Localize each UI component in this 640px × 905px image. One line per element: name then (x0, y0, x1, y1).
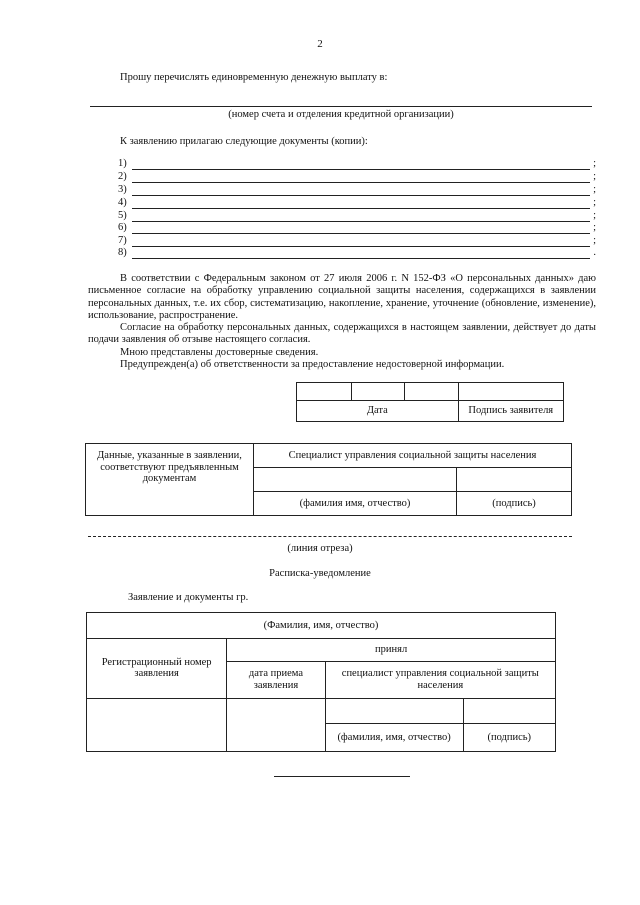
receipt-table (86, 612, 556, 752)
document-line-end: ; (593, 210, 596, 221)
verification-statement: Данные, указанные в заявлении, соответствуют предъявленным документам (86, 444, 254, 516)
document-line-number: 5) (118, 210, 127, 221)
date-year-cell[interactable] (405, 383, 458, 401)
document-line-end: . (593, 247, 596, 258)
receipt-title: Расписка-уведомление (269, 568, 371, 579)
document-line[interactable] (118, 158, 596, 171)
specialist-header: Специалист управления социальной защиты населения (254, 444, 572, 468)
specialist-signature-label: (подпись) (457, 492, 572, 516)
responsibility-warning: Предупрежден(а) об ответственности за предоставление недостоверной информации. (120, 359, 505, 371)
document-line-number: 6) (118, 222, 127, 233)
consent-validity-paragraph: Согласие на обработку персональных данных, содержащихся в настоящем заявлении, действует до даты подачи заявления об отзыве настоящего согласия. (88, 322, 596, 346)
document-line-number: 1) (118, 158, 127, 169)
document-line[interactable] (118, 184, 596, 197)
registration-number-label: Регистрационный номер заявления (87, 638, 227, 698)
date-received-cell[interactable] (227, 699, 325, 752)
signature-label: Подпись заявителя (458, 401, 563, 422)
receipt-specialist-signature-cell[interactable] (463, 699, 555, 724)
document-line[interactable] (118, 222, 596, 235)
bottom-separator-line (274, 776, 410, 777)
document-line-end: ; (593, 222, 596, 233)
receipt-specialist-fio-cell[interactable] (325, 699, 463, 724)
document-line-number: 4) (118, 197, 127, 208)
page-number: 2 (317, 38, 323, 50)
document-line[interactable] (118, 171, 596, 184)
cut-line (88, 536, 572, 537)
consent-block (88, 273, 596, 371)
accepted-label: принял (227, 638, 556, 661)
attached-intro: К заявлению прилагаю следующие документы (копии): (120, 136, 368, 147)
cut-line-label: (линия отреза) (287, 543, 353, 554)
document-line-rule (132, 169, 590, 170)
document-line-rule (132, 195, 590, 196)
registration-number-cell[interactable] (87, 699, 227, 752)
signature-cell[interactable] (458, 383, 563, 401)
account-number-line[interactable] (90, 106, 592, 107)
document-line-end: ; (593, 171, 596, 182)
date-label: Дата (297, 401, 459, 422)
specialist-signature-cell[interactable] (457, 468, 572, 492)
date-day-cell[interactable] (297, 383, 352, 401)
document-line[interactable] (118, 247, 596, 260)
account-caption: (номер счета и отделения кредитной организации) (228, 109, 454, 120)
verification-table (85, 443, 572, 516)
document-line-end: ; (593, 184, 596, 195)
document-line-end: ; (593, 235, 596, 246)
consent-paragraph: В соответствии с Федеральным законом от 27 июля 2006 г. N 152-ФЗ «О персональных данных» даю письменное согласие на обработку управлению социальной защиты населения, содержащихся в заявлении персональных данных, т.е. их сбор, систематизацию, накопление, хранение, уточнение (обновление, изменение), использование, распространение. (88, 273, 596, 321)
date-month-cell[interactable] (352, 383, 405, 401)
reliable-info-statement: Мною представлены достоверные сведения. (120, 346, 319, 358)
receipt-fio-label: (фамилия, имя, отчество) (325, 723, 463, 751)
document-line-number: 7) (118, 235, 127, 246)
receipt-signature-label: (подпись) (463, 723, 555, 751)
receipt-fio-header: (Фамилия, имя, отчество) (87, 613, 556, 639)
document-line-rule (132, 182, 590, 183)
document-line[interactable] (118, 197, 596, 210)
specialist-fio-label: (фамилия имя, отчество) (254, 492, 457, 516)
document-line-number: 2) (118, 171, 127, 182)
document-line-number: 3) (118, 184, 127, 195)
document-line-number: 8) (118, 247, 127, 258)
document-line-rule (132, 208, 590, 209)
specialist-fio-cell[interactable] (254, 468, 457, 492)
receipt-specialist-label: специалист управления социальной защиты населения (325, 661, 555, 698)
document-line-end: ; (593, 158, 596, 169)
date-received-label: дата приема заявления (227, 661, 325, 698)
document-line-rule (132, 258, 590, 259)
date-signature-table (296, 382, 564, 422)
payment-request-text: Прошу перечислять единовременную денежную выплату в: (120, 72, 388, 83)
document-line-end: ; (593, 197, 596, 208)
document-line-rule (132, 233, 590, 234)
receipt-intro: Заявление и документы гр. (128, 592, 249, 603)
